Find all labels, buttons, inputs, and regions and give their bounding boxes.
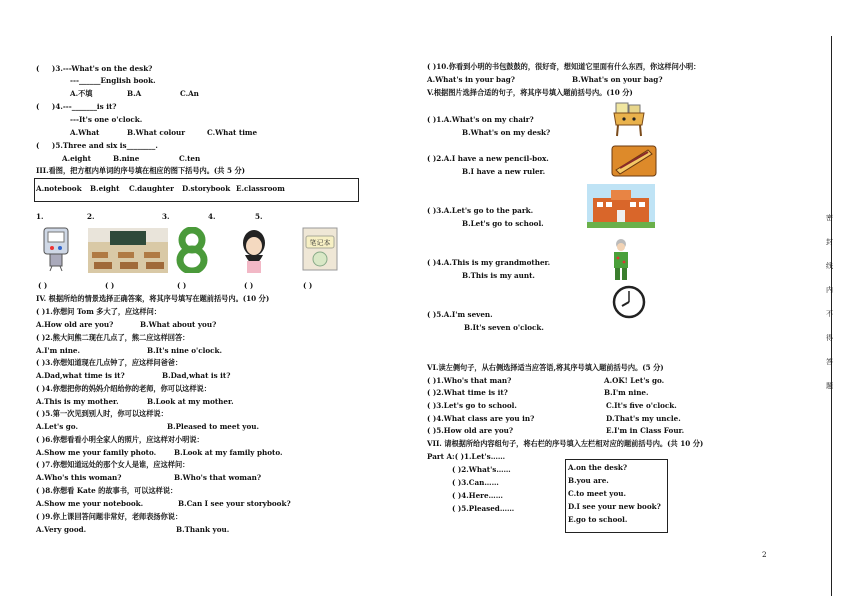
sec4-title: IV. 根据所给的情景选择正确答案，将其序号填写在题前括号内。(10 分) [36,294,270,303]
sec7-left-5: ( )5.Pleased…… [452,504,515,513]
grandmother-image [609,238,633,282]
word-a: A.notebook [36,184,82,193]
q3-text: ( )3.---What's on the desk? [36,64,153,73]
sec6-r5: E.I'm in Class Four. [606,426,685,435]
pic-bracket-4: ( ) [244,281,254,290]
pic-num-1: 1. [36,212,44,221]
sec4-q5: ( )5.第一次见到别人时，你可以这样说： [36,409,168,418]
sec6-q5: ( )5.How old are you? [427,426,514,435]
sec4-q6: ( )6.你想看看小明全家人的照片，应这样对小明说： [36,435,204,444]
sec4-q8-b: B.Can I see your storybook? [178,499,291,508]
sec4-q9-a: A.Very good. [36,525,87,534]
sec4-q6-a: A.Show me your family photo. [36,448,157,457]
sec7-right-e: E.go to school. [568,515,628,524]
classroom-image [88,228,168,273]
sec4-q6-b: B.Look at my family photo. [174,448,283,457]
sec4-q8-a: A.Show me your notebook. [36,499,144,508]
sec4-q8: ( )8.你想看 Kate 的故事书，可以这样说： [36,486,178,495]
notebook-label: 笔记本 [309,239,331,247]
sec5-q5-b: B.It's seven o'clock. [464,323,544,332]
pic-bracket-1: ( ) [38,281,48,290]
pic-num-3: 3. [162,212,170,221]
q5-opt-b: B.nine [113,154,140,163]
sec4-q3-b: B.Dad,what is it? [162,371,231,380]
sec4-q1: ( )1.你想问 Tom 多大了，应这样问： [36,307,161,316]
sec4-q7-a: A.Who's this woman? [36,473,122,482]
seal-char-8: 题 [826,382,833,390]
q5-text: ( )5.Three and six is________. [36,141,158,150]
sec6-q1: ( )1.Who's that man? [427,376,512,385]
sec4-q3: ( )3.你想知道现在几点钟了，应这样问爸爸： [36,358,183,367]
pic-bracket-2: ( ) [105,281,115,290]
sec4-q4-b: B.Look at my mother. [147,397,234,406]
q3-line: ---______English book. [70,76,156,85]
sec7-part: Part A:( )1.Let's…… [427,452,506,461]
q10-b: B.What's on your bag? [572,75,663,84]
sec4-q7: ( )7.你想知道远处的那个女人是谁，应这样问： [36,460,190,469]
sec6-q4: ( )4.What class are you in? [427,414,535,423]
seal-char-2: 封 [826,238,833,246]
q3-opt-c: C.An [180,89,199,98]
q5-opt-c: C.ten [179,154,201,163]
sec6-title: VI.读左侧句子，从右侧选择适当应答语,将其序号填入题前括号内。(5 分) [427,363,664,372]
sec6-r1: A.OK! Let's go. [604,376,665,385]
daughter-image [241,227,267,273]
q5-opt-a: A.eight [62,154,91,163]
sec6-q2: ( )2.What time is it? [427,388,508,397]
sec3-title: III.看图，把方框内单词的序号填在相应的图下括号内。(共 5 分) [36,166,246,175]
sec4-q7-b: B.Who's that woman? [174,473,262,482]
seal-char-7: 答 [826,358,833,366]
sec7-left-3: ( )3.Can…… [452,478,499,487]
q10-a: A.What's in your bag? [427,75,515,84]
sec5-q4: ( )4.A.This is my grandmother. [427,258,551,267]
q4-opt-c: C.What time [207,128,258,137]
sec7-title: VII. 请根据所给内容组句子，将右栏的序号填入左栏相对应的题前括号内。(共 10 分) [427,439,704,448]
seal-char-3: 线 [826,262,833,270]
number-eight-image [176,227,208,273]
storybook-robot-image [40,226,72,272]
sec5-q3: ( )3.A.Let's go to the park. [427,206,534,215]
pic-num-4: 4. [208,212,216,221]
sec6-q3: ( )3.Let's go to school. [427,401,517,410]
sec5-q5: ( )5.A.I'm seven. [427,310,493,319]
sec4-q5-a: A.Let's go. [36,422,78,431]
sec4-q2-b: B.It's nine o'clock. [147,346,223,355]
sec7-right-c: C.to meet you. [568,489,626,498]
q3-opt-b: B.A [127,89,142,98]
sec6-r2: B.I'm nine. [604,388,649,397]
sec4-q4-a: A.This is my mother. [36,397,119,406]
seal-char-5: 不 [826,310,833,318]
pic-num-5: 5. [255,212,263,221]
sec5-q4-b: B.This is my aunt. [462,271,535,280]
pencil-box-image [610,142,658,180]
page-number: 2 [762,550,767,559]
sec5-q3-b: B.Let's go to school. [462,219,544,228]
word-e: E.classroom [236,184,285,193]
word-c: C.daughter [129,184,174,193]
q4-line: ---It's one o'clock. [70,115,143,124]
seal-char-6: 得 [826,334,833,342]
sec5-q2: ( )2.A.I have a new pencil-box. [427,154,549,163]
notebook-image [300,226,340,272]
desk-image [612,101,646,137]
sec7-right-b: B.you are. [568,476,609,485]
sec6-r4: D.That's my uncle. [606,414,681,423]
pic-bracket-5: ( ) [303,281,313,290]
q3-opt-a: A.不填 [70,89,93,98]
q4-text: ( )4.---_______is it? [36,102,117,111]
clock-image [612,285,646,319]
sec4-q3-a: A.Dad,what time is it? [36,371,125,380]
sec5-q1: ( )1.A.What's on my chair? [427,115,534,124]
sec7-left-4: ( )4.Here…… [452,491,503,500]
sec7-right-a: A.on the desk? [568,463,628,472]
word-d: D.storybook [182,184,231,193]
sec4-q9-b: B.Thank you. [176,525,230,534]
sec5-q1-b: B.What's on my desk? [462,128,551,137]
sec6-r3: C.It's five o'clock. [606,401,677,410]
q10-text: ( )10.你看到小明的书包鼓鼓的，很好奇，想知道它里面有什么东西，你这样问小明： [427,62,701,71]
q4-opt-a: A.What [70,128,100,137]
q4-opt-b: B.What colour [127,128,186,137]
pic-bracket-3: ( ) [177,281,187,290]
sec4-q4: ( )4.你想把你的妈妈介绍给你的老师，你可以这样说： [36,384,211,393]
seal-char-4: 内 [826,286,833,294]
sec4-q9: ( )9.你上课回答问题非常好，老师表扬你说： [36,512,183,521]
sec4-q2-a: A.I'm nine. [36,346,81,355]
school-image [587,184,655,228]
sec4-q1-b: B.What about you? [140,320,217,329]
sec5-q2-b: B.I have a new ruler. [462,167,546,176]
sec4-q1-a: A.How old are you? [36,320,114,329]
seal-char-1: 密 [826,214,833,222]
word-b: B.eight [90,184,120,193]
sec7-right-d: D.I see your new book? [568,502,661,511]
sec7-left-2: ( )2.What's…… [452,465,511,474]
sec4-q5-b: B.Pleased to meet you. [167,422,259,431]
sec5-title: V.根据图片选择合适的句子，将其序号填入题前括号内。(10 分) [427,88,633,97]
pic-num-2: 2. [87,212,95,221]
sec4-q2: ( )2.熊大问熊二现在几点了，熊二应这样回答： [36,333,190,342]
